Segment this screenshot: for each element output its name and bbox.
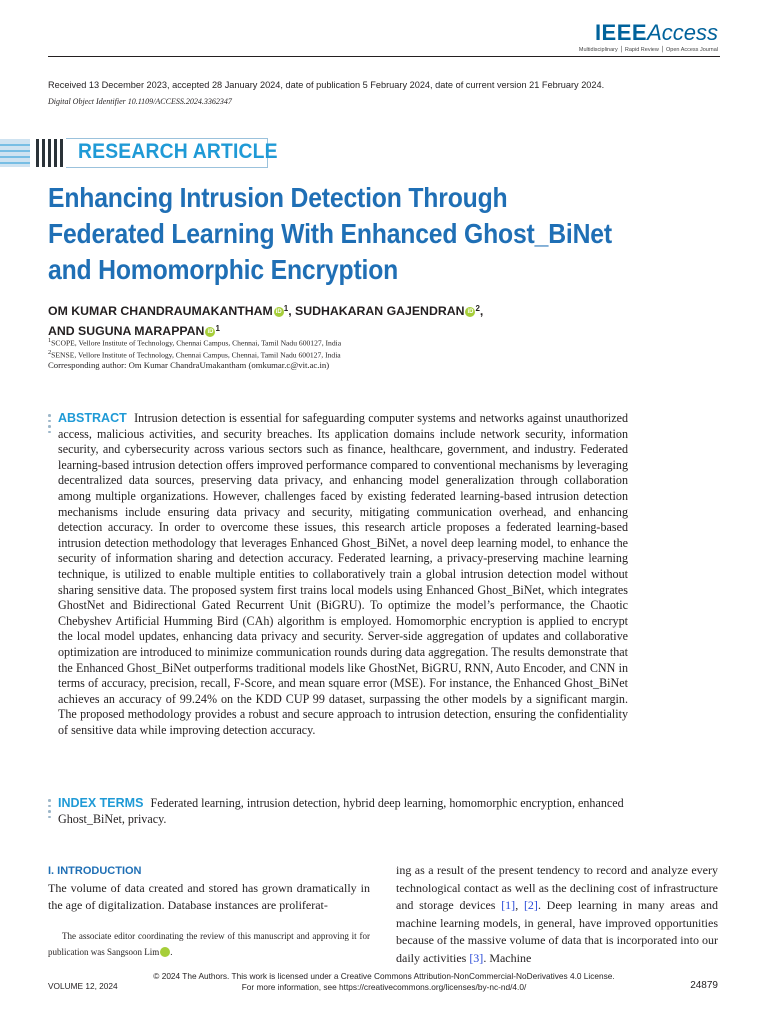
editor-footnote-text: The associate editor coordinating the review of this manuscript and approving it for publication was Sangsoon Lim: [48, 931, 370, 957]
orcid-icon[interactable]: iD: [160, 947, 170, 957]
citation-link[interactable]: [2]: [523, 898, 538, 913]
author-name: AND SUGUNA MARAPPAN: [48, 324, 205, 338]
intro-column1-text: The volume of data created and stored has grown dramatically in the age of digitalization. Database instances are proliferat-: [48, 881, 370, 912]
citation-link[interactable]: [1]: [501, 898, 516, 913]
license-link[interactable]: For more information, see https://creativecommons.org/licenses/by-nc-nd/4.0/: [241, 981, 527, 992]
citation-link[interactable]: [3]: [469, 950, 484, 965]
intro-text-segment: ,: [515, 898, 524, 913]
author-name: SUDHAKARAN GAJENDRAN: [295, 304, 465, 318]
affiliation-item: [48, 348, 341, 360]
section-heading-introduction: I. INTRODUCTION: [48, 865, 142, 877]
journal-logo: [579, 20, 718, 53]
affiliation-item: [48, 336, 341, 348]
received-dates: Received 13 December 2023, accepted 28 January 2024, date of publication 5 February 2024, date of current version 21 February 2024.: [48, 80, 605, 90]
banner-stripes-graphic: [0, 136, 64, 170]
affiliations: [48, 336, 341, 360]
doi-line: Digital Object Identifier 10.1109/ACCESS.2024.3362347: [48, 97, 232, 106]
index-terms-text: Federated learning, intrusion detection, hybrid deep learning, homomorphic encryption, enhanced Ghost_BiNet, privacy.: [58, 796, 624, 826]
affiliation-number: 2: [48, 349, 52, 357]
abstract: [58, 411, 628, 738]
author-affiliation-number: 1: [283, 304, 289, 313]
intro-column2-text: [396, 862, 718, 968]
intro-text-segment: . Deep learning in many areas and machine learning models, in general, have improved opportunities because of the massive volume of data that is incorporated into our daily activities: [396, 898, 718, 965]
corresponding-author: Corresponding author: Om Kumar ChandraUmakantham (omkumar.c@vit.ac.in): [48, 360, 330, 370]
author-separator: ,: [479, 304, 484, 318]
author-name: OM KUMAR CHANDRAUMAKANTHAM: [48, 304, 273, 318]
article-type-label: RESEARCH ARTICLE: [78, 140, 278, 163]
author-separator: ,: [288, 304, 296, 318]
volume-info: VOLUME 12, 2024: [48, 981, 118, 991]
journal-name-bold: IEEE: [594, 20, 648, 45]
intro-text-segment: . Machine: [483, 950, 532, 965]
affiliation-number: 1: [48, 337, 52, 344]
index-terms-marker-dots: [48, 799, 52, 821]
author-affiliation-number: 1: [215, 324, 220, 333]
license-line: © 2024 The Authors. This work is licensed under a Creative Commons Attribution-NonCommercial-NoDerivatives 4.0 License.: [153, 971, 615, 981]
orcid-icon[interactable]: iD: [467, 309, 474, 315]
author-list: [48, 300, 688, 340]
affiliation-text: SCOPE, Vellore Institute of Technology, Chennai Campus, Chennai, Tamil Nadu 600127, India: [51, 338, 342, 348]
journal-tagline: Multidisciplinary ⎪ Rapid Review ⎪ Open Access Journal: [578, 47, 718, 53]
affiliation-text: SENSE, Vellore Institute of Technology, Chennai Campus, Chennai, Tamil Nadu 600127, India: [51, 350, 341, 360]
abstract-text: Intrusion detection is essential for safeguarding computer systems and networks against unauthorized access, malicious activities, and security breaches. Its application domains include network security, information security, and cybersecurity across various sectors such as finance, healthcare, government, and industry. Federated learning-based intrusion detection offers improved performance compared to conventional mechanisms by leveraging decentralized data sources, preserving data privacy, and enhancing model generalization through collaboration among multiple organizations. However, challenges faced by existing federated learning-based intrusion detection mechanisms include ensuring data privacy and security, mitigating communication overhead, and enhancing detection accuracy. In order to overcome these issues, this research article proposes a federated learning-based intrusion detection methodology that leverages Enhanced Ghost_BiNet, a novel deep learning model, to enhance the security of information sharing and detection accuracy. Federated learning, a privacy-preserving machine learning technique, is utilized to enable multiple entities to collaboratively train a global intrusion detection model without sharing sensitive data. The proposed system first trains local models using Enhanced Ghost_BiNet, which integrates GhostNet and Bidirectional Gated Recurrent Unit (BiGRU). To optimize the model’s performance, the Chaotic Chebyshev Artificial Humming Bird (CAh) algorithm is employed. Homomorphic encryption is applied to encrypt the local model updates, enhancing data privacy and security. Server-side aggregation of updates and collaborative optimization are introduced to minimize communication rounds during data aggregation. The results demonstrate that the Enhanced Ghost_BiNet outperforms traditional models like GhostNet, BiGRU, RNN, Auto Encoder, and CNN in terms of accuracy, precision, recall, F-Score, and mean square error (MSE). For instance, the Enhanced Ghost_BiNet achieves an accuracy of 99.24% on the KDD CUP 99 dataset, surpassing the other models by a significant margin. The proposed methodology provides a robust and secure approach to intrusion detection, ensuring the confidentiality of sensitive data while improving detection accuracy.: [58, 411, 628, 737]
author-affiliation-number: 2: [475, 304, 480, 313]
abstract-label: ABSTRACT: [58, 411, 127, 425]
abstract-marker-dots: [48, 414, 52, 436]
index-terms-label: INDEX TERMS: [58, 796, 144, 810]
editor-footnote: The associate editor coordinating the review of this manuscript and approving it for publication was Sangsoon Lim iD.: [48, 931, 370, 957]
journal-name-italic: Access: [647, 20, 718, 45]
header-rule: [48, 56, 720, 57]
article-title: Enhancing Intrusion Detection Through Federated Learning With Enhanced Ghost_BiNet and Homomorphic Encryption: [48, 182, 612, 285]
intro-text-segment: ing as a result of the present tendency to record and analyze every technological contact as well as the declining cost of infrastructure and storage devices: [396, 863, 718, 913]
index-terms: [58, 796, 628, 827]
orcid-icon[interactable]: iD: [207, 329, 214, 335]
orcid-icon[interactable]: iD: [275, 309, 282, 315]
page-number: 24879: [690, 980, 718, 991]
